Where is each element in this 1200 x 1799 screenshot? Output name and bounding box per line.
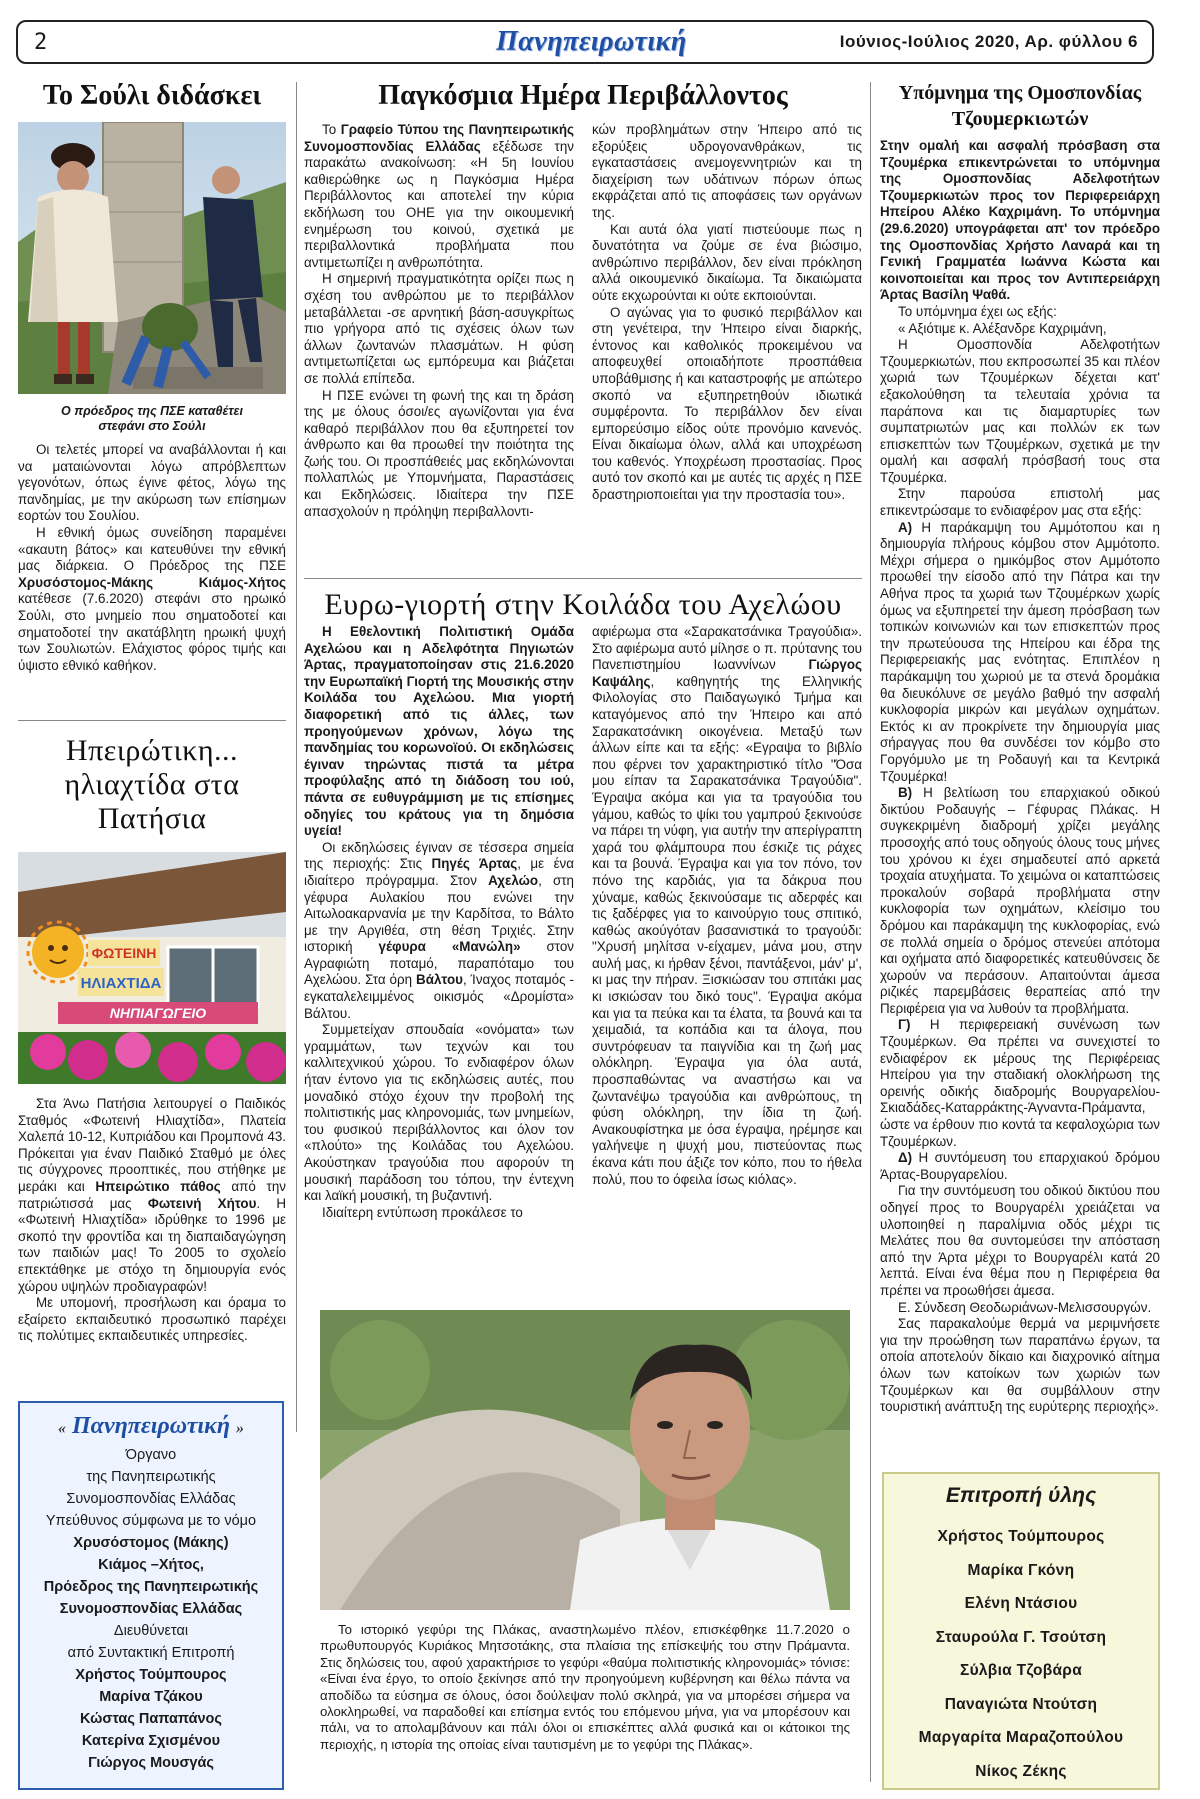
souli-paragraph: Οι τελετές μπορεί να αναβάλλονται ή και να ματαιώνονται λόγω απρόβλεπτων γεγονότων, όπως έγινε φέτος, λόγω της πανδημίας, με την ακύρωση των επίσημων εορτών του Σουλίου. [18, 442, 286, 524]
page-number: 2 [34, 30, 48, 55]
environment-paragraph: Ο αγώνας για το φυσικό περιβάλλον και στη γενέτειρα, την Ήπειρο είναι διαρκής, έντονος και καθολικός προκειμένου να αποφευχθεί οποιαδήποτε προσπάθεια υποβάθμισης ή και καταστροφής με απώτερο σκοπό να εξυπηρετηθούν ιδιωτικά συμφέροντα. Το περιβάλλον δεν είναι εμπορεύσιμο είδος ούτε προνόμιο κανενός. Είναι δικαίωμα όλων, αλλά και υποχρέωση του καθενός. Υποχρέωση προστασίας. Προς αυτό τον σκοπό και με αυτές τις αρχές η ΠΣΕ δραστηριοποιείται για την προστασία του». [592, 304, 862, 503]
acheloos-paragraph: Συμμετείχαν σπουδαία «ονόματα» των γραμμάτων, των τεχνών και του καλλιτεχνικού χώρου. Το ενδιαφέρον όλων ήταν έντονο για τις εκδηλώσεις αυτές, που μοναδικό στόχο έχουν την προβολή της πολιτιστικής μας κληρονομιάς, των μνημείων, του φυσικού περιβάλλοντος και όλον τον «πλούτο» της Κοιλάδας του Αχελώου. Ακούστηκαν τραγούδια που αφορούν τη μουσική παράδοση του τόπου, την έντεχνη και λαϊκή μουσική, τη βυζαντινή. [304, 1022, 574, 1204]
kindergarten-sign-line1: ΦΩΤΕΙΝΗ [91, 945, 157, 961]
memo-item-c: Γ) Η περιφερειακή συνένωση των Τζουμέρκων. Θα πρέπει να συνεχιστεί το ενδιαφέρον εκ μέρους της Περιφέρειας Ηπείρου για την σταδιακή ολοκλήρωση της ορεινής οδικής διαδρομής Βουργαρελίου-Σκιαδάδες-Καταρράκτης-Άγναντα-Πράμαντα, ώστε να έρθουν πιο κοντά τα κεφαλοχώρια των Τζουμέρκων. [880, 1017, 1160, 1149]
info-box-line: Συνομοσπονδίας Ελλάδας [59, 1601, 243, 1617]
acheloos-paragraph: αφιέρωμα στα «Σαρακατσάνικα Τραγούδια». Στο αφιέρωμα αυτό μίλησε ο π. πρύτανης του Πανεπιστημίου Ιωαννίνων Γιώργος Καψάλης, καθηγητής της Ελληνικής Φιλολογίας στο Παιδαγωγικό Τμήμα και καταγόμενος από την Ήπειρο και από Σαρακατσάνικη οικογένεια. Μεταξύ των άλλων είπε και τα εξής: «Εγραψα το βιβλίο που φέρνει τον χαρακτηριστικό τίτλο "Όσα μου είπαν τα Σαρακατσάνικα Τραγούδια". Έγραψα ακόμα και για τα τραγούδια του γάμου, καθώς το ψίκι του γαμπρού ξεκινούσε να πάρει τη νύφη, για αυτήν την απερίγραπτη χαρά του φλάμπουρα που έσκιζε τις ράχες και τα βουνά. Έγραψα και για τον πόνο, τον πόνο της καρδιάς, για τα δάκρυα που χύναμε, καθώς ξεκινούσαμε τις αδερφές και τις ξαδέρφες για το καινούργιο τους σπιτικό, καθώς ακούγόταν βασανιστικά το τραγούδι: "Χρυσή μηλίτσα ν-είχαμεν, μάνα μου, στην αυλή μας, κι ήρθαν ξένοι, παντάξενοι, μάν' μ', κι μας την πήραν. Ξισκιώσαν του σπιτάκι μας κι ισκιώσαν του δικό τους". Έγραψα ακόμα και για τα πεύκα και τα έλατα, τα βουνά και τα χειμαδιά, τα κοπάδια και τα άλογα, που συντρόφευαν τα παιγνίδια και τη ζωή μας ολόκληρη. Έγραψα για όλα αυτά, προσπαθώντας να αναστήσω και να ζωντανέψω τραγούδια και ανθρώπους, τη φύση ολόκληρη, την ίδια τη ζωή. Ανακουφίστηκα με όσα έγραψα, ηρέμησε και γαλήνεψε η ψυχή μου, πιστεύοντας πως έκανα κάτι που άξιζε τον κόπο, που το ήθελα πολύ, που το όφειλα ίσως κιόλας». [592, 624, 862, 1187]
memo-paragraph: Σας παρακαλούμε θερμά να μεριμνήσετε για την προώθηση των παραπάνω έργων, τα οποία αποτελούν δίκαιο και διαχρονικό αίτημα όλων των κατοίκων των χωριών των Τζουμέρκων και θα συμβάλλουν στην τουριστική ανάπτυξη της ευρύτερης περιοχής». [880, 1316, 1160, 1415]
souli-headline: Το Σούλι διδάσκει [42, 80, 262, 111]
info-box-line: Συνομοσπονδίας Ελλάδας [66, 1491, 236, 1507]
patisia-headline: Ηπειρώτικη... ηλιαχτίδα στα Πατήσια [64, 734, 240, 835]
info-box-logo: « Πανηπειρωτική » [58, 1413, 244, 1439]
memo-headline: Υπόμνημα της Ομοσπονδίας Τζουμερκιωτών [898, 82, 1142, 130]
memo-paragraph: Στην παρούσα επιστολή μας επικεντρώσαμε το ενδιαφέρον μας στα εξής: [880, 486, 1160, 519]
plaka-bridge-caption: Το ιστορικό γεφύρι της Πλάκας, αναστηλωμένο πλέον, επισκέφθηκε 11.7.2020 ο πρωθυπουργός Κυριάκος Μητσοτάκης, στα πλαίσια της επίσκεψής του στην Πράμαντα. Στις δηλώσεις του, αφού χαρακτήρισε το γεφύρι «θαύμα πολιτιστικής κληρονομιάς» τόνισε: «Είναι ένα έργο, το οποίο ξεκίνησε από την προηγούμενη κυβέρνηση και θέλω πάντα να αποδίδω τα εύσημα σε όλους, όσοι δούλεψαν πολύ σκληρά, για να μπορέσει σήμερα να ολοκληρωθεί, να παραδοθεί και επίσημα εντός του επόμενου μήνα, για να μπορέσουν και πάλι, να το απολαμβάνουν και πάλι όλοι οι επισκέπτες αλλά φυσικά και οι κάτοικοι της περιοχής, η ιστορία της οποίας είναι ταυτισμένη με το γεφύρι της Πλάκας». [320, 1622, 850, 1752]
memo-item-b: Β) Η βελτίωση του επαρχιακού οδικού δικτύου Ροδαυγής – Γέφυρας Πλάκας. Η συγκεκριμένη διαδρομή χρίζει μεγάλης προσοχής από τους οδηγούς όλους τους μήνες του χρόνου κι έχει σημαδευτεί από αρκετά τροχαία ατυχήματα. Το χειμώνα οι καταπτώσεις προκαλούν σοβαρά προβλήματα στην κυκλοφορία των οχημάτων, κλείσιμο του δρόμου και παράκαμψη της κυκλοφορίας, ενώ σε πολλά σημεία ο δρόμος στενεύει απότομα και οχήματα από διαφορετικές κατευθύνσεις δε χωρούν να περάσουν. Απαιτούνται άμεσα ριζικές παρεμβάσεις θεραπείας από την Περιφέρεια για να λυθούν τα προβλήματα. [880, 785, 1160, 1016]
souli-photo [18, 122, 286, 394]
committee-member: Ελένη Ντάσιου [964, 1595, 1078, 1612]
kindergarten-sign-line2: ΗΛΙΑΧΤΙΔΑ [80, 975, 162, 992]
memo-item-d: Δ) Η συντόμευση του επαρχιακού δρόμου Άρτας-Βουργαρελίου. [880, 1150, 1160, 1182]
committee-member: Σταυρούλα Γ. Τσούτση [935, 1628, 1107, 1646]
editorial-committee-box [882, 1472, 1160, 1790]
committee-member: Χρήστος Τούμπουρος [937, 1528, 1105, 1545]
committee-title: Επιτροπή ύλης [945, 1484, 1097, 1507]
info-box-line: Μαρίνα Τζάκου [99, 1689, 203, 1705]
info-box-line: Κιάμος –Χήτος, [98, 1557, 204, 1573]
memo-paragraph: Το υπόμνημα έχει ως εξής: [898, 303, 1057, 319]
info-box-line: Χρήστος Τούμπουρος [75, 1667, 227, 1683]
environment-paragraph: Το Γραφείο Τύπου της Πανηπειρωτικής Συνομοσπονδίας Ελλάδας εξέδωσε την παρακάτω ανακοίνωση: «Η 5η Ιουνίου καθιερώθηκε ως η Παγκόσμια Ημέρα Περιβάλλοντος και αποτελεί την κύρια εκδήλωση του ΟΗΕ για την οικουμενική ενημέρωση του κοινού, σχετικά με περιβαλλοντικά προβλήματα που αντιμετωπίζει η ανθρωπότητα. [304, 122, 574, 270]
souli-president-name: Χρυσόστομος-Μάκης Κιάμος-Χήτος [18, 574, 286, 590]
committee-member: Νίκος Ζέκης [975, 1762, 1067, 1780]
section-divider [18, 720, 286, 721]
section-divider [304, 578, 862, 579]
info-box-lines [20, 1444, 282, 1774]
souli-article [18, 442, 286, 674]
newspaper-info-box [18, 1401, 284, 1790]
kindergarten-sign-line3: ΝΗΠΙΑΓΩΓΕΙΟ [109, 1005, 207, 1021]
info-box-line: Πρόεδρος της Πανηπειρωτικής [43, 1579, 259, 1595]
committee-member: Μαργαρίτα Μαραζοπούλου [918, 1729, 1124, 1746]
column-divider [870, 82, 871, 1782]
committee-members [884, 1520, 1158, 1788]
acheloos-headline: Ευρω-γιορτή στην Κοιλάδα του Αχελώου [324, 588, 842, 621]
acheloos-col1 [304, 624, 574, 1221]
memo-paragraph: Η Ομοσπονδία Αδελφοτήτων Τζουμερκιωτών, που εκπροσωπεί 35 και πλέον χωριά των Τζουμέρκων δέχεται κατ' εξακολούθηση τα τελευταία χρόνια τα παράπονα και τις διαμαρτυρίες των συμπατριωτών μας και πολλών εκ των επισκεπτών των Τζουμέρκων, σχετικά με την ομαλή και ασφαλή πρόσβασή τους στα Τζουμέρκα. [880, 337, 1160, 485]
newspaper-logo: Πανηπειρωτική [496, 26, 687, 57]
acheloos-col2 [592, 624, 862, 1188]
memo-article [880, 138, 1160, 1416]
info-box-line: Κώστας Παπαπάνος [80, 1711, 222, 1727]
souli-photo-caption: Ο πρόεδρος της ΠΣΕ καταθέτει στεφάνι στο Σούλι [61, 404, 243, 433]
info-box-line: Όργανο [125, 1447, 177, 1463]
acheloos-paragraph: Οι εκδηλώσεις έγιναν σε τέσσερα σημεία της περιοχής: Στις Πηγές Άρτας, με ένα ιδιαίτερο πρόγραμμα. Στον Αχελώο, στη γέφυρα Αυλακίου που ενώνει την Αιτωλοακαρνανία με την Καρδίτσα, το Βάλτο με την Αργιθέα, στη θέση Τριχιές. Στην ιστορική γέφυρα «Μανώλη» στον Αγραφιώτη ποταμό, παραπόταμο του Αχελώου. Στα όρη Βάλτου, Ίναχος ποταμός - εγκαταλελειμμένος οικισμός «Δρομίστα» Βάλτου. [304, 839, 575, 1021]
environment-col2 [592, 122, 862, 504]
committee-member: Σύλβια Τζοβάρα [959, 1662, 1083, 1679]
environment-paragraph: Η σημερινή πραγματικότητα ορίζει πως η σχέση του ανθρώπου με το περιβάλλον μεταβάλλεται -σε αρνητική βάση-ασυγκρίτως πιο γρήγορα από τις σχέσεις όλων των άλλων ζωντανών πλασμάτων. Η φύση αντιμετωπίζεται ως εμπόρευμα και βιάζεται σε πολλά επίπεδα. [304, 271, 574, 386]
info-box-line: Διευθύνεται [113, 1623, 189, 1639]
info-box-line: της Πανηπειρωτικής [86, 1469, 216, 1485]
memo-paragraph: Για την συντόμευση του οδικού δικτύου που οδηγεί προς το Βουργαρέλι χρειάζεται να υλοποιηθεί η παραλίμνια οδός μέχρι τις Μελάτες που θα συντομεύσει την απόσταση από την Άρτα μέχρι το Βουργαρέλι κατά 20 λεπτά. Είναι ένα θέμα που η Περιφέρεια θα πρέπει να προωθήσει άμεσα. [880, 1183, 1160, 1298]
memo-paragraph: « Αξιότιμε κ. Αλέξανδρε Καχριμάνη, [898, 320, 1107, 336]
plaka-bridge-photo [320, 1310, 850, 1610]
souli-paragraph: Η εθνική όμως συνείδηση παραμένει «ακαυτη βάτος» και κατευθύνει την εθνική μας διάρκεια. Ο Πρόεδρος της ΠΣΕ Χρυσόστομος-Μάκης Κιάμος-Χήτος κατέθεσε (7.6.2020) στεφάνι στο ηρωικό Σούλι, στο μνημείο που σηματοδοτεί και σηματοδοτεί την ακατάβλητη ηρωική ψυχή των Σουλιωτών. Ελάχιστος φόρος τιμής και ύψιστο εθνικό καθήκον. [18, 524, 286, 673]
committee-member: Μαρίκα Γκόνη [967, 1561, 1075, 1579]
memo-lead: Στην ομαλή και ασφαλή πρόσβαση στα Τζουμέρκα επικεντρώνεται το υπόμνημα της Ομοσπονδίας Αδελφοτήτων Τζουμερκιωτών προς τον Περιφερειάρχη Ηπείρου Αλέκο Καχριμάνη. Το υπόμνημα (29.6.2020) υπογράφεται απ' τον πρόεδρο της Ομοσπονδίας Χρήστο Λαναρά και τη Γενική Γραμματέα Ιωάννα Κώστα και κοινοποιείται και προς τον Αντιπερειάρχη Άρτας Βασίλη Ψαθά. [880, 138, 1160, 303]
kindergarten-photo [18, 852, 286, 1084]
patisia-article [18, 1096, 286, 1345]
committee-member: Παναγιώτα Ντούτση [944, 1695, 1098, 1713]
info-box-line: Χρυσόστομος (Μάκης) [73, 1535, 229, 1551]
environment-headline: Παγκόσμια Ημέρα Περιβάλλοντος [378, 80, 788, 111]
environment-col1 [304, 122, 574, 520]
environment-paragraph: Η ΠΣΕ ενώνει τη φωνή της και τη δράση της με όλους όσοι/ες αγωνίζονται για ένα καθαρό περιβάλλον που θα εξυπηρετεί τον άνθρωπο και θα προωθεί την ποιότητα της ζωής του. Οι προσπάθειές μας εκδηλώνονται πολλαπλώς με Υπομνήματα, Παραστάσεις και Εκδηλώσεις. Ιδιαίτερα την ΠΣΕ απασχολούν η πρόληψη περιβαλλοντι- [304, 387, 574, 519]
info-box-line: Κατερίνα Σχισμένου [81, 1733, 221, 1749]
acheloos-lead: Η Εθελοντική Πολιτιστική Ομάδα Αχελώου και η Αδελφότητα Πηγιωτών Άρτας, πραγματοποίησαν στις 21.6.2020 την Ευρωπαϊκή Γιορτή της Μουσικής στην Κοιλάδα του Αχελώου. Μια γιορτή διαφορετική από τις άλλες, των προηγούμενων χρόνων, λόγω της πανδημίας του κορωνοϊού. Οι εκδηλώσεις έγιναν τηρώντας πιστά τα μέτρα προφύλαξης από τη διάδοση του ιού, πάντα σε ευθυγράμμιση με τις επίσημες οδηγίες του κράτους για τη δημόσια υγεία! [304, 624, 574, 839]
patisia-paragraph: Με υπομονή, προσήλωση και όραμα το εξαίρετο εκπαιδευτικό προσωπικό παρέχει τις πολύτιμες εκπαιδευτικές υπηρεσίες. [18, 1295, 286, 1344]
info-box-line: Γιώργος Μουσγάς [88, 1755, 214, 1771]
info-box-line: από Συντακτική Επιτροπή [67, 1645, 235, 1661]
patisia-paragraph: Στα Άνω Πατήσια λειτουργεί ο Παιδικός Σταθμός «Φωτεινή Ηλιαχτίδα», Πλατεία Χαλεπά 10-12, Κυπριάδου και Προμπονά 43. Πρόκειται για έναν Παιδικό Σταθμό με όλες τις σύγχρονες προοπτικές, που στήθηκε με μεράκι και Ηπειρώτικο πάθος από την πατριώτισσά μας Φωτεινή Χήτου. Η «Φωτεινή Ηλιαχτίδα» ιδρύθηκε το 1996 με σκοπό την φροντίδα και τη διαπαιδαγώγηση των παιδιών μας! Το 2005 το σχολείο επεκτάθηκε με στόχο τη δημιουργία ενός χώρου υψηλών προδιαγραφών! [18, 1096, 286, 1294]
environment-paragraph: Και αυτά όλα γιατί πιστεύουμε πως η δυνατότητα να ζούμε σε ένα βιώσιμο, ανθρώπινο περιβάλλον, δεν είναι πρόκληση αλλά οικουμενικό δικαίωμα. Τα δικαιώματα ούτε εκχωρούνται κι ούτε εκποιούνται. [592, 221, 862, 303]
masthead [16, 20, 1154, 64]
column-divider [296, 82, 297, 1432]
memo-paragraph: Ε. Σύνδεση Θεοδωριάνων-Μελισσουργών. [898, 1299, 1152, 1315]
acheloos-paragraph: Ιδιαίτερη εντύπωση προκάλεσε το [322, 1204, 523, 1220]
memo-item-a: Α) Η παράκαμψη του Αμμότοπου και η δημιουργία πλήρους κόμβου στον Αμμότοπο. Μέχρι σήμερα ο ημικόμβος στον Αμμότοπο προωθεί την είσοδο από την Πάτρα και την Αθήνα προς τα χωριά των Τζουμέρκων χωρίς όμως να εξυπηρετεί την άμεση πρόσβαση των τοπικών κοινωνιών και των επισκεπτών προς την πρωτεύουσα της Ηπείρου και έδρα της Περιφερειακής μας ενότητας. Επιπλέον η παράκαμψη του χωριού με τα στενά δρομάκια θα διευκόλυνε σε μεγάλο βαθμό την ασφαλή κυκλοφορία μικρών και μεγάλων οχημάτων. Εκτός κι αν προκρίνετε την δημιουργία μιας σήραγγας που θα συνδέσει τον κόμβο στο Γοργόμυλο με τη Ροδαυγή και τα Κεντρικά Τζουμέρκα! [880, 519, 1160, 784]
issue-info: Ιούνιος-Ιούλιος 2020, Αρ. φύλλου 6 [839, 32, 1138, 51]
info-box-line: Υπεύθυνος σύμφωνα με το νόμο [45, 1513, 257, 1529]
environment-paragraph: κών προβλημάτων στην Ήπειρο από τις εξορύξεις υδρογονανθράκων, τις εγκαταστάσεις ανεμογεννητριών και τη διαχείριση των υδάτινων πόρων όπως εκφράζεται από τις αποφάσεις των οργάνων της. [592, 122, 862, 220]
